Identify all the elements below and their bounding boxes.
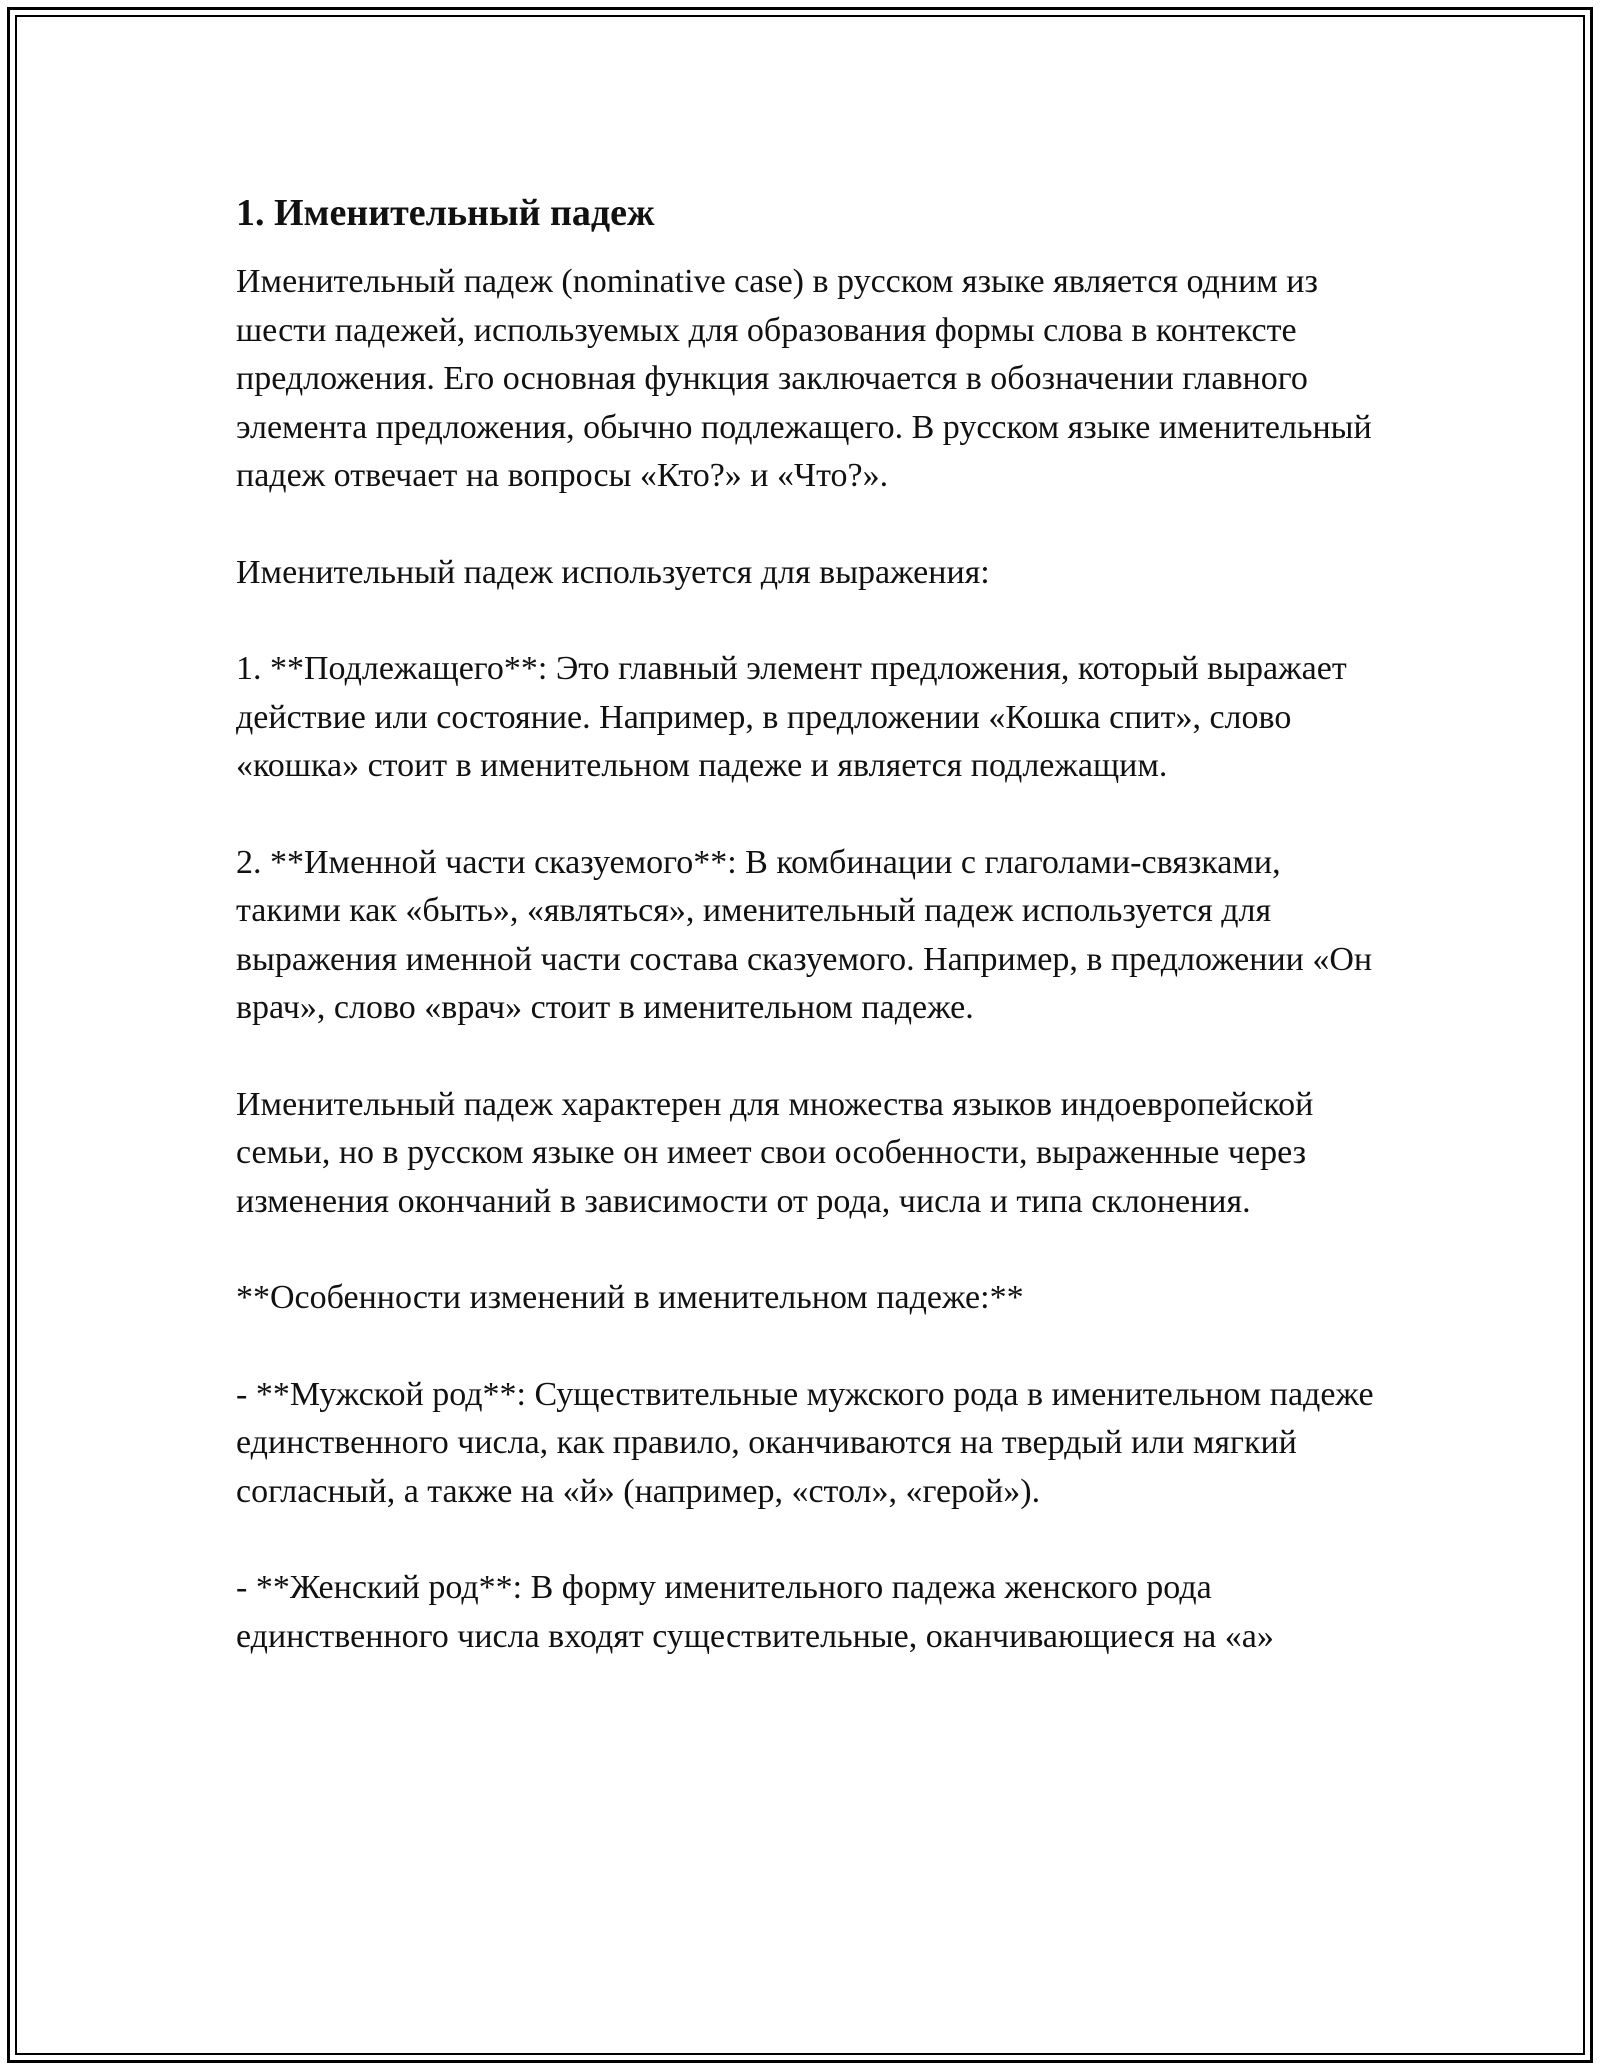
paragraph-indo-european: Именительный падеж характерен для множества языков индоевропейской семьи, но в русском языке он имеет свои особенности, выраженные через изменения окончаний в зависимости от рода, числа и типа склонения. xyxy=(236,1085,1314,1220)
paragraph-intro: Именительный падеж (nominative case) в русском языке является одним из шести падежей, используемых для образования формы слова в контексте предложения. Его основная функция заключается в обозначении главного элемента предложения, обычно подлежащего. В русском языке именительный падеж отвечает на вопросы «Кто?» и «Что?». xyxy=(236,263,1372,494)
paragraph-usage-predicate: 2. **Именной части сказуемого**: В комбинации с глаголами-связками, такими как «быть», «являться», именительный падеж используется для выражения именной части состава сказуемого. Например, в предложении «Он врач», слово «врач» стоит в именительном падеже. xyxy=(236,843,1373,1026)
paragraph-features-heading: **Особенности изменений в именительном падеже:** xyxy=(236,1279,1024,1316)
paragraph-usage-subject: 1. **Подлежащего**: Это главный элемент предложения, который выражает действие или состояние. Например, в предложении «Кошка спит», слово «кошка» стоит в именительном падеже и является подлежащим. xyxy=(236,650,1347,784)
document-body xyxy=(236,188,1386,1661)
paragraph-feminine: - **Женский род**: В форму именительного падежа женского рода единственного числа входят существительные, оканчивающиеся на «а» xyxy=(236,1569,1274,1655)
section-heading: 1. Именительный падеж xyxy=(236,192,655,234)
paragraph-usage-lead: Именительный падеж используется для выражения: xyxy=(236,553,990,591)
paragraph-masculine: - **Мужской род**: Существительные мужского рода в именительном падеже единственного числа, как правило, оканчиваются на твердый или мягкий согласный, а также на «й» (например, «стол», «герой»). xyxy=(236,1375,1374,1510)
